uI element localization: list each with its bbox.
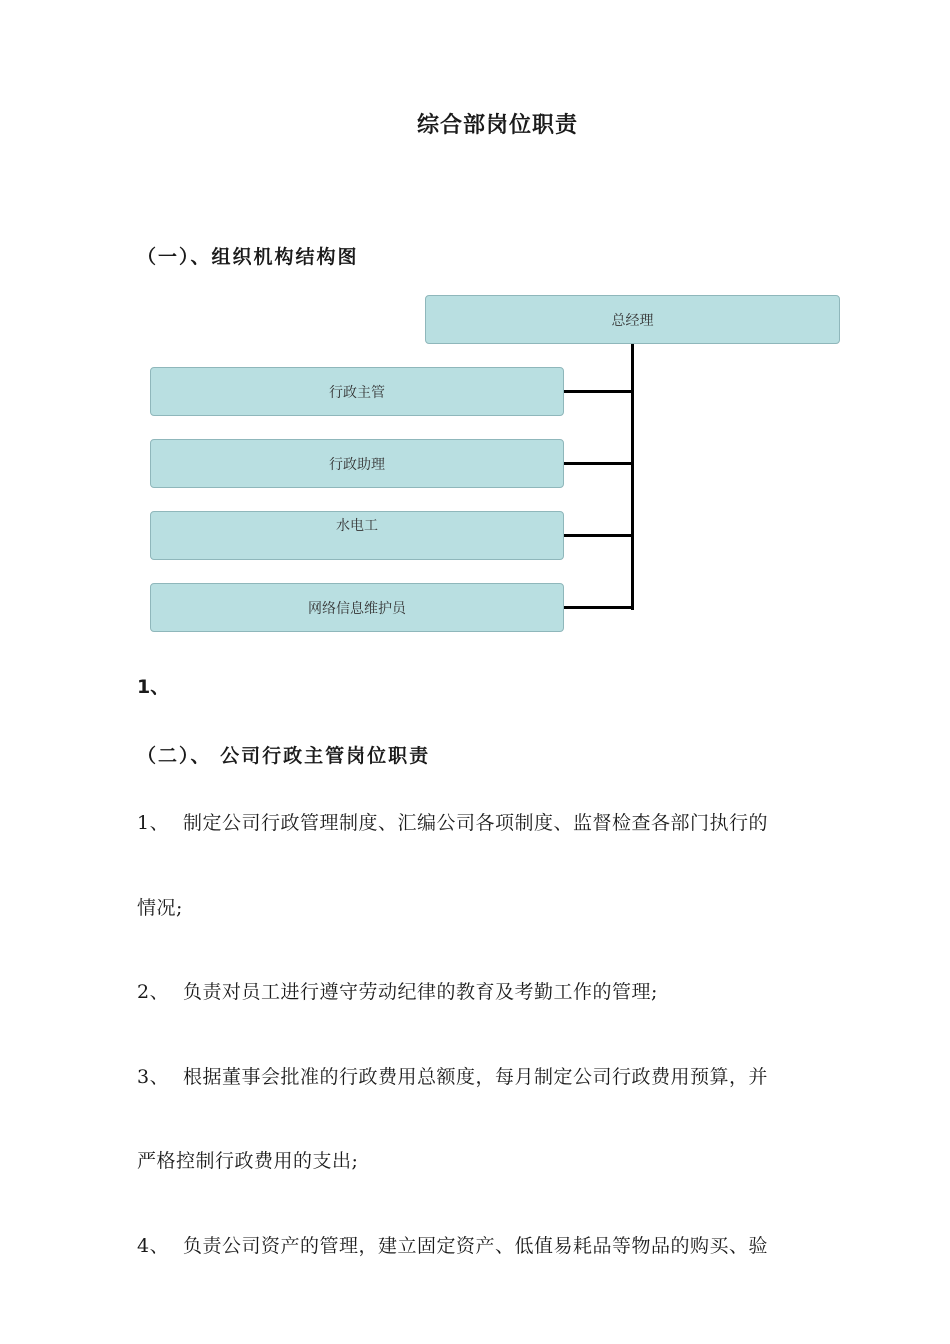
duty-item-4 (137, 1231, 768, 1258)
org-box-admin-assistant: 行政助理 (150, 439, 564, 488)
numbered-heading: 1、 (137, 676, 170, 698)
duty-text: 负责公司资产的管理，建立固定资产、低值易耗品等物品的购买、验 (183, 1235, 769, 1257)
org-box-admin-supervisor: 行政主管 (150, 367, 564, 416)
duty-item-1-continued: 情况; (137, 897, 183, 919)
page-title: 综合部岗位职责 (416, 113, 578, 138)
duty-item-3 (137, 1062, 768, 1089)
org-box-electrician: 水电工 (150, 511, 564, 560)
org-branch-line (564, 390, 634, 393)
duty-text: 根据董事会批准的行政费用总额度，每月制定公司行政费用预算，并 (183, 1066, 769, 1088)
org-branch-line (564, 462, 634, 465)
duty-number: 4、 (137, 1235, 170, 1257)
org-box-general-manager: 总经理 (425, 295, 840, 344)
section-heading-org-chart: （一）、组织机构结构图 (137, 246, 359, 268)
section-heading-admin-duties: （二）、 公司行政主管岗位职责 (137, 745, 431, 767)
duty-number: 2、 (137, 981, 170, 1003)
duty-text: 制定公司行政管理制度、汇编公司各项制度、监督检查各部门执行的 (183, 812, 769, 834)
duty-item-1 (137, 808, 768, 835)
org-branch-line (564, 606, 634, 609)
org-trunk-line (631, 344, 634, 610)
org-box-network-maintainer: 网络信息维护员 (150, 583, 564, 632)
org-branch-line (564, 534, 634, 537)
duty-text: 负责对员工进行遵守劳动纪律的教育及考勤工作的管理; (183, 981, 658, 1003)
duty-number: 1、 (137, 812, 170, 834)
duty-number: 3、 (137, 1066, 170, 1088)
duty-item-3-continued: 严格控制行政费用的支出; (137, 1150, 359, 1172)
duty-item-2 (137, 977, 658, 1004)
